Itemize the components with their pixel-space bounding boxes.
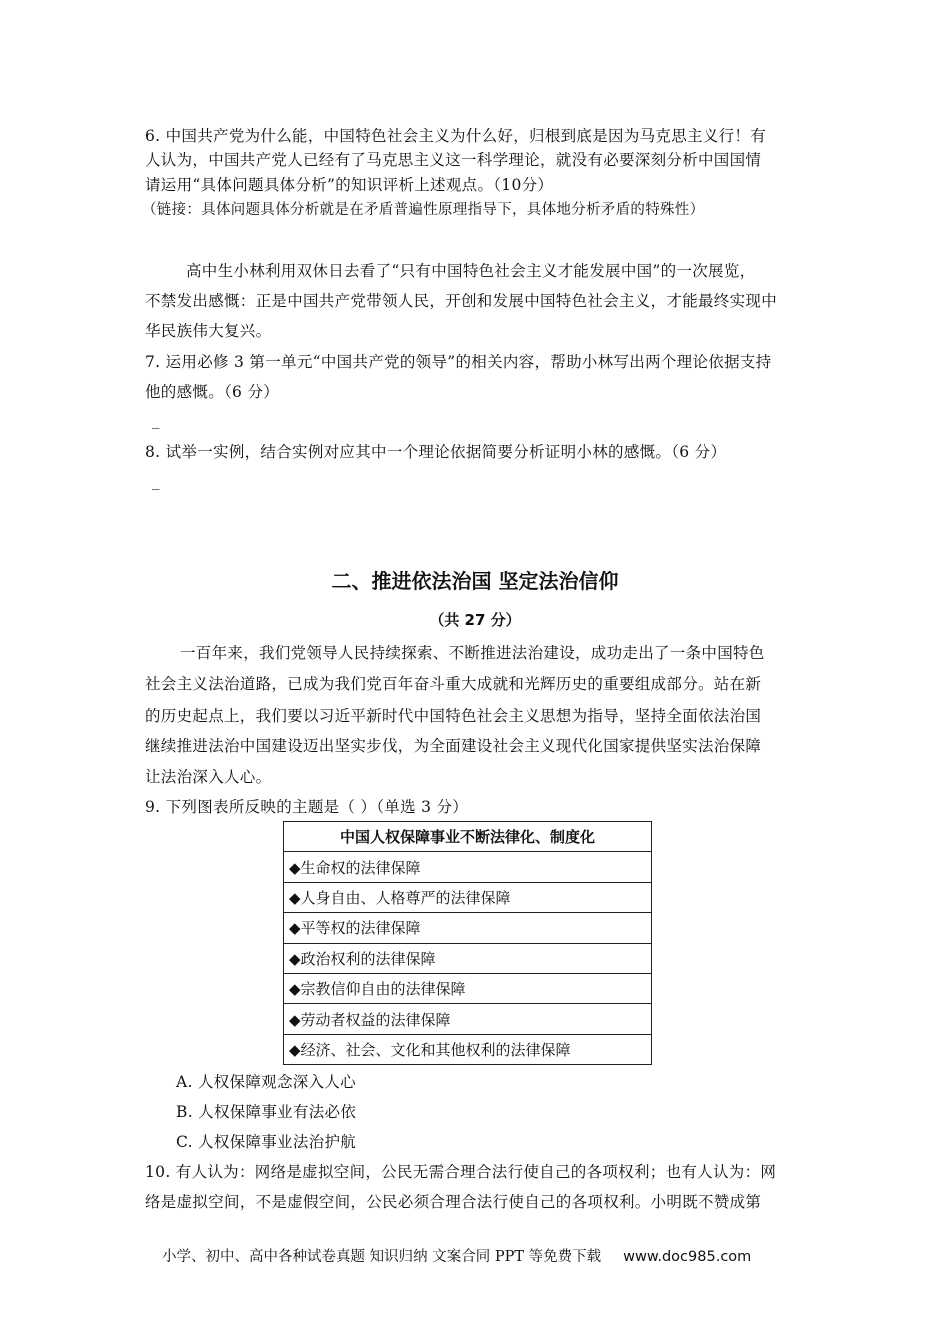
footer-url[interactable]: www.doc985.com [623, 1249, 752, 1265]
section-para-line-1: 一百年来，我们党领导人民持续探索、不断推进法治建设，成功走出了一条中国特色 [180, 644, 765, 662]
rights-table-row: ◆生命权的法律保障 [284, 852, 652, 882]
section-para-line-4: 继续推进法治中国建设迈出坚实步伐，为全面建设社会主义现代化国家提供坚实法治保障 [145, 737, 762, 755]
section-para-line-2: 社会主义法治道路，已成为我们党百年奋斗重大成就和光辉历史的重要组成部分。站在新 [145, 675, 762, 693]
footer [162, 1245, 751, 1266]
q9-option-c: C. 人权保障事业法治护航 [176, 1133, 357, 1151]
material-line-1: 高中生小林利用双休日去看了“只有中国特色社会主义才能发展中国”的一次展览， [186, 262, 756, 280]
rights-table-row: ◆劳动者权益的法律保障 [284, 1004, 652, 1034]
section-title: 二、推进依法治国 坚定法治信仰 [331, 569, 619, 593]
material-line-3: 华民族伟大复兴。 [145, 322, 272, 340]
q9-option-b: B. 人权保障事业有法必依 [176, 1103, 357, 1121]
q6-line-2: 人认为，中国共产党人已经有了马克思主义这一科学理论，就没有必要深刻分析中国国情 [145, 151, 762, 169]
section-para-line-5: 让法治深入人心。 [145, 768, 272, 786]
rights-table-row: ◆政治权利的法律保障 [284, 943, 652, 973]
section-score: （共 27 分） [429, 611, 521, 629]
q6-link-note: （链接：具体问题具体分析就是在矛盾普遍性原理指导下，具体地分析矛盾的特殊性） [142, 202, 705, 218]
footer-text: 小学、初中、高中各种试卷真题 知识归纳 文案合同 PPT 等免费下载 [162, 1249, 602, 1265]
q6-line-1: 6. 中国共产党为什么能，中国特色社会主义为什么好，归根到底是因为马克思主义行！有 [145, 127, 767, 145]
q10-line-1: 10. 有人认为：网络是虚拟空间，公民无需合理合法行使自己的各项权利；也有人认为：网 [145, 1163, 777, 1181]
q9-option-a: A. 人权保障观念深入人心 [176, 1073, 356, 1091]
rights-table-row: ◆宗教信仰自由的法律保障 [284, 973, 652, 1003]
q10-line-2: 络是虚拟空间，不是虚假空间，公民必须合理合法行使自己的各项权利。小明既不赞成第 [145, 1193, 762, 1211]
q7-answer-blank: _ [152, 411, 160, 429]
q7-line-1: 7. 运用必修 3 第一单元“中国共产党的领导”的相关内容，帮助小林写出两个理论依据支持 [145, 353, 772, 371]
rights-table [283, 821, 652, 1065]
rights-table-row: ◆平等权的法律保障 [284, 913, 652, 943]
rights-table-row: ◆人身自由、人格尊严的法律保障 [284, 882, 652, 912]
q7-line-2: 他的感慨。（6 分） [145, 383, 280, 401]
q8-line-1: 8. 试举一实例，结合实例对应其中一个理论依据简要分析证明小林的感慨。（6 分） [145, 443, 727, 461]
q9-stem: 9. 下列图表所反映的主题是（ ）（单选 3 分） [145, 798, 469, 816]
section-para-line-3: 的历史起点上，我们要以习近平新时代中国特色社会主义思想为指导，坚持全面依法治国 [145, 707, 762, 725]
rights-table-header: 中国人权保障事业不断法律化、制度化 [284, 822, 652, 852]
q6-line-3: 请运用“具体问题具体分析”的知识评析上述观点。（10分） [145, 176, 554, 194]
rights-table-row: ◆经济、社会、文化和其他权利的法律保障 [284, 1034, 652, 1064]
q8-answer-blank: _ [152, 472, 160, 490]
material-line-2: 不禁发出感慨：正是中国共产党带领人民，开创和发展中国特色社会主义，才能最终实现中 [145, 292, 778, 310]
